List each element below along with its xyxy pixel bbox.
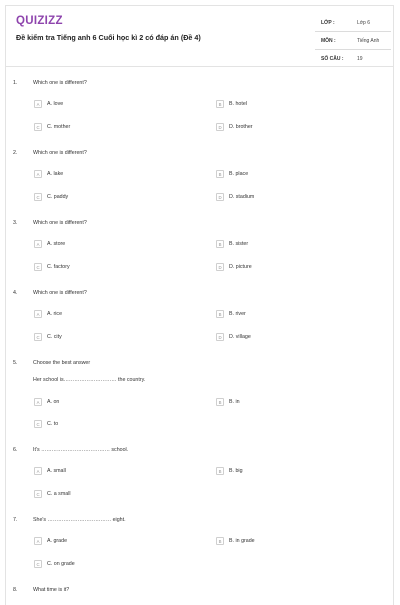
option-letter-box: B (216, 100, 224, 108)
option-letter-box: A (34, 398, 42, 406)
option-letter-box: A (34, 240, 42, 248)
question-number: 7. (13, 517, 18, 523)
option-c[interactable] (34, 420, 58, 428)
option-text: B. river (229, 311, 246, 317)
option-c[interactable] (34, 560, 75, 568)
option-c[interactable] (34, 490, 71, 498)
option-letter-box: C (34, 333, 42, 341)
option-d[interactable] (216, 193, 254, 201)
option-letter-box: A (34, 537, 42, 545)
option-text: A. on (47, 399, 60, 405)
header-divider (5, 66, 394, 67)
meta-value: Lớp 6 (357, 19, 371, 26)
question-number: 1. (13, 80, 18, 86)
option-letter-box: D (216, 263, 224, 271)
option-text: C. city (47, 334, 62, 340)
question-text: It's ………………………………… school. (33, 447, 129, 453)
option-text: B. in grade (229, 538, 255, 544)
option-b[interactable] (216, 170, 248, 178)
option-text: C. mother (47, 124, 71, 130)
option-text: C. a small (47, 491, 71, 497)
question-text: What time is it? (33, 587, 70, 593)
option-letter-box: B (216, 398, 224, 406)
question-number: 2. (13, 150, 18, 156)
document-title: Đề kiểm tra Tiếng anh 6 Cuối học kì 2 có đáp án (Đề 4) (16, 33, 201, 42)
option-text: C. paddy (47, 194, 69, 200)
option-letter-box: C (34, 123, 42, 131)
option-letter-box: C (34, 490, 42, 498)
option-text: B. big (229, 468, 243, 474)
meta-row-grade (315, 14, 391, 32)
option-d[interactable] (216, 123, 253, 131)
option-text: A. rice (47, 311, 63, 317)
option-letter-box: C (34, 263, 42, 271)
option-a[interactable] (34, 100, 63, 108)
option-letter-box: B (216, 467, 224, 475)
option-a[interactable] (34, 310, 62, 318)
option-letter-box: B (216, 170, 224, 178)
question-text: Which one is different? (33, 150, 87, 156)
option-text: A. love (47, 101, 64, 107)
option-a[interactable] (34, 398, 59, 406)
question-prompt: Her school is………………………… the country. (33, 377, 146, 383)
option-text: D. brother (229, 124, 253, 130)
question-number: 8. (13, 587, 18, 593)
quizizz-logo: QUIZIZZ (16, 15, 63, 27)
option-text: D. village (229, 334, 251, 340)
option-c[interactable] (34, 263, 70, 271)
option-letter-box: C (34, 560, 42, 568)
option-letter-box: D (216, 333, 224, 341)
option-letter-box: C (34, 193, 42, 201)
option-text: B. place (229, 171, 249, 177)
option-b[interactable] (216, 100, 247, 108)
option-c[interactable] (34, 123, 70, 131)
option-text: A. small (47, 468, 66, 474)
question-text: She's ……………………………… eight. (33, 517, 126, 523)
option-text: A. lake (47, 171, 64, 177)
worksheet-page (5, 5, 394, 605)
meta-value: 19 (357, 55, 363, 62)
option-text: C. to (47, 421, 59, 427)
option-d[interactable] (216, 333, 251, 341)
question-text: Which one is different? (33, 220, 87, 226)
option-letter-box: A (34, 100, 42, 108)
option-text: D. stadium (229, 194, 255, 200)
option-text: B. hotel (229, 101, 247, 107)
option-letter-box: A (34, 467, 42, 475)
meta-label: LỚP : (321, 19, 335, 26)
option-letter-box: B (216, 240, 224, 248)
option-text: B. in (229, 399, 240, 405)
option-text: C. on grade (47, 561, 75, 567)
option-text: B. sister (229, 241, 249, 247)
option-letter-box: D (216, 123, 224, 131)
option-b[interactable] (216, 398, 240, 406)
option-letter-box: A (34, 170, 42, 178)
option-text: A. store (47, 241, 66, 247)
question-text: Which one is different? (33, 290, 87, 296)
option-text: D. picture (229, 264, 252, 270)
meta-row-count (315, 50, 391, 67)
option-letter-box: B (216, 537, 224, 545)
question-text: Which one is different? (33, 80, 87, 86)
option-a[interactable] (34, 467, 66, 475)
option-letter-box: B (216, 310, 224, 318)
option-letter-box: C (34, 420, 42, 428)
option-text: A. grade (47, 538, 68, 544)
question-number: 3. (13, 220, 18, 226)
option-b[interactable] (216, 240, 248, 248)
question-text: Choose the best answer (33, 360, 91, 366)
option-b[interactable] (216, 467, 243, 475)
option-a[interactable] (34, 240, 65, 248)
option-b[interactable] (216, 310, 246, 318)
meta-table (315, 14, 391, 67)
option-a[interactable] (34, 170, 63, 178)
meta-row-subject (315, 32, 391, 50)
option-b[interactable] (216, 537, 255, 545)
meta-value: Tiếng Anh (357, 37, 380, 44)
option-d[interactable] (216, 263, 252, 271)
meta-label: MÔN : (321, 37, 336, 44)
option-c[interactable] (34, 193, 68, 201)
question-number: 4. (13, 290, 18, 296)
option-c[interactable] (34, 333, 62, 341)
option-letter-box: D (216, 193, 224, 201)
option-a[interactable] (34, 537, 67, 545)
option-text: C. factory (47, 264, 70, 270)
question-number: 5. (13, 360, 18, 366)
option-letter-box: A (34, 310, 42, 318)
question-number: 6. (13, 447, 18, 453)
meta-label: SỐ CÂU : (321, 55, 344, 62)
